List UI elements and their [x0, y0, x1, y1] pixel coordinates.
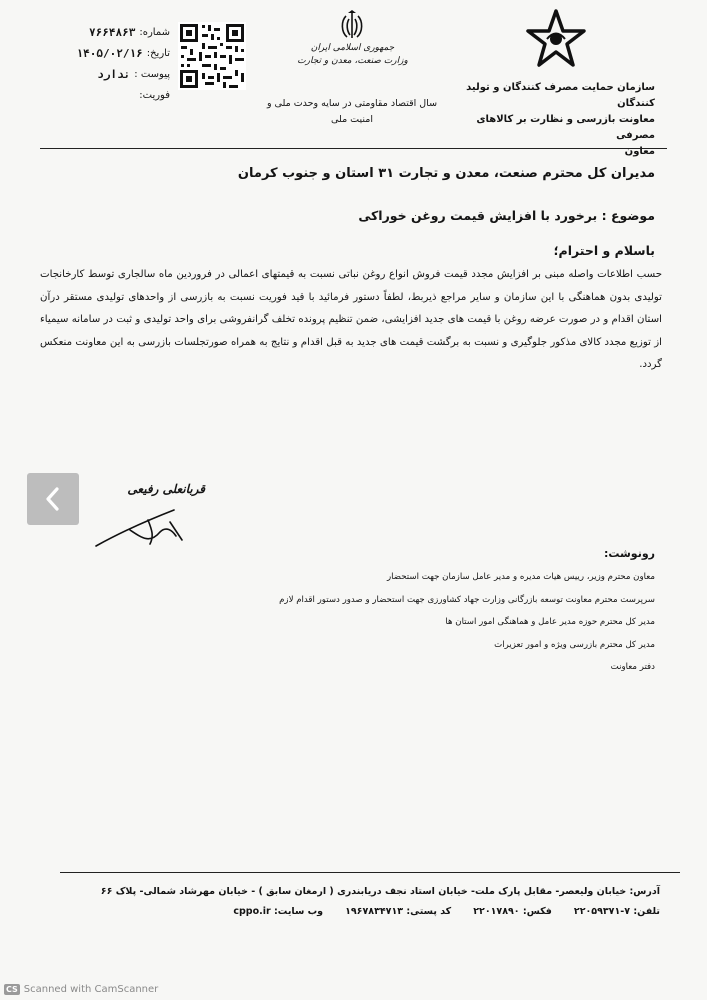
- attachment-row: [70, 64, 170, 85]
- signature-icon: [90, 500, 200, 555]
- footer-website-label: وب سایت:: [273, 906, 324, 917]
- camscanner-icon: CS: [6, 985, 18, 994]
- number-row: [70, 22, 170, 43]
- year-slogan-line2: امنیت ملی: [331, 114, 373, 125]
- organization-line3: معاون: [624, 146, 655, 157]
- year-slogan: [262, 96, 442, 128]
- scanner-watermark: [4, 984, 158, 995]
- footer-fax: فکس: ۲۲۰۱۷۸۹۰: [473, 906, 552, 917]
- qr-code-icon: [178, 22, 246, 90]
- date-value: ۱۴۰۵/۰۲/۱۶: [76, 47, 143, 60]
- letter-body: حسب اطلاعات واصله مبنی بر افزایش مجدد قیمت فروش انواع روغن نباتی نسبت به قیمتهای اعمالی در فروردین ماه سالجاری توسط کارخانجات تولیدی بدون هماهنگی با این سازمان و سایر مراجع ذیربط، لطفاً دستور فرمائید با قید فوریت نسبت به بازرسی از واحدهای تولیدی مستقر درآن استان اقدام و در صورت عرضه روغن با قیمت های جدید افزایشی، ضمن تنظیم پرونده تخلف گرانفروشی برای واحد تولیدی و ثبت در سامانه سیمیاء از توزیع مجدد کالای مذکور جلوگیری و نسبت به برگشت قیمت های جدید به قبل اقدام و نتایج به همراه صورتجلسات بازرسی به این معاونت منعکس گردد.: [40, 269, 662, 370]
- footer-address: آدرس: خیابان ولیعصر- مقابل پارک ملت- خیابان استاد نجف دریابندری ( ارمغان سابق ) - خیابان مهرشاد شمالی- پلاک ۶۶: [100, 886, 660, 897]
- cc-item: مدیر کل محترم حوزه مدیر عامل و هماهنگی امور استان ها: [445, 617, 655, 627]
- signatory-name: قربانعلی رفیعی: [127, 482, 205, 496]
- previous-page-button[interactable]: [27, 473, 79, 525]
- urgency-label: فوریت:: [139, 90, 170, 101]
- cc-list: [200, 566, 655, 679]
- cc-item: دفتر معاونت: [610, 662, 655, 672]
- year-slogan-line1: سال اقتصاد مقاومتی در سایه وحدت ملی و: [266, 98, 438, 109]
- header-divider: [40, 148, 667, 149]
- footer-divider: [60, 872, 680, 873]
- letter-meta: [70, 22, 170, 106]
- number-value: ۷۶۶۴۸۶۳: [88, 26, 136, 39]
- greeting: باسلام و احترام؛: [553, 243, 655, 258]
- footer-contacts: [80, 902, 660, 922]
- emblem-icon: [335, 10, 369, 42]
- footer-website-value[interactable]: cppo.ir: [233, 906, 271, 917]
- cc-item: سرپرست محترم معاونت توسعه بازرگانی وزارت جهاد کشاورزی جهت استحضار و صدور دستور اقدام لازم: [279, 594, 655, 605]
- organization-logo-icon: [525, 8, 587, 70]
- recipient: مدیران کل محترم صنعت، معدن و تجارت ۳۱ استان و جنوب کرمان: [237, 166, 655, 181]
- organization-line1: سازمان حمایت مصرف کنندگان و تولید کنندگان: [466, 82, 655, 109]
- date-row: [70, 43, 170, 64]
- chevron-left-icon: [42, 486, 64, 512]
- cc-title: رونوشت:: [603, 547, 655, 560]
- cc-item: مدیر کل محترم بازرسی ویژه و امور تعزیرات: [494, 639, 655, 650]
- scanner-text: Scanned with CamScanner: [23, 984, 159, 995]
- number-label: شماره:: [139, 27, 170, 38]
- attachment-value: ندارد: [97, 68, 131, 81]
- organization-line2: معاونت بازرسی و نظارت بر کالاهای مصرفی: [476, 114, 655, 141]
- footer-website: [233, 902, 323, 922]
- urgency-row: [70, 85, 170, 106]
- footer: [80, 882, 660, 922]
- footer-postal-code: کد پستی: ۱۹۶۷۸۳۴۷۱۳: [345, 906, 452, 917]
- government-name: [295, 42, 410, 68]
- footer-phone: تلفن: ۷-۲۲۰۵۹۳۷۱: [573, 906, 660, 917]
- subject-line: موضوع : برخورد با افزایش قیمت روغن خوراکی: [358, 208, 655, 223]
- government-name-line2: وزارت صنعت، معدن و تجارت: [297, 56, 408, 66]
- date-label: تاریخ:: [146, 48, 170, 59]
- cc-item: معاون محترم وزیر، رییس هیات مدیره و مدیر عامل سازمان جهت استحضار: [387, 572, 655, 582]
- attachment-label: پیوست :: [134, 69, 170, 80]
- government-name-line1: جمهوری اسلامی ایران: [310, 43, 395, 53]
